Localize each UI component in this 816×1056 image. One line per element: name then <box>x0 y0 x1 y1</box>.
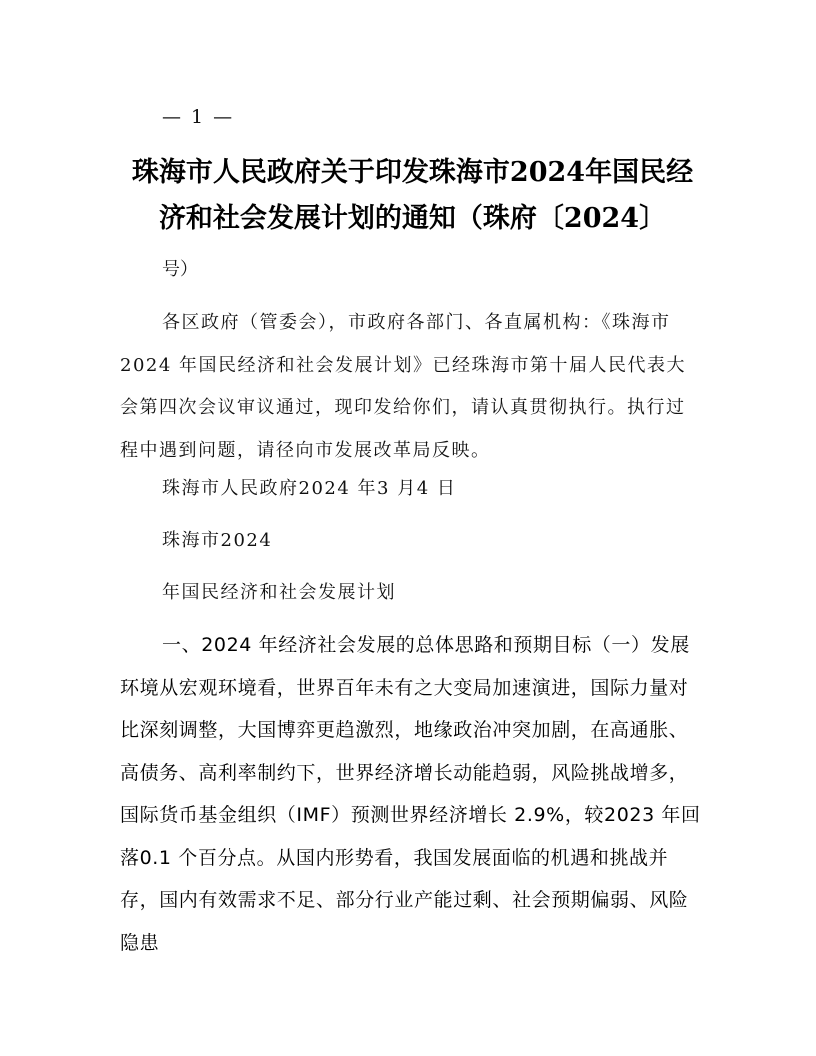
page-number: — 1 — <box>162 106 235 128</box>
body-paragraph: 一、2024 年经济社会发展的总体思路和预期目标（一）发展环境从宏观环境看，世界百年未有之大变局加速演进，国际力量对比深刻调整，大国博弈更趋激烈，地缘政治冲突加剧，在高通胀、高债务、高利率制约下，世界经济增长动能趋弱，风险挑战增多，国际货币基金组织（IMF）预测世界经济增长 2.9%，较2023 年回落0.1 个百分点。从国内形势看，我国发展面临的机遇和挑战并存，国内有效需求不足、部分行业产能过剩、社会预期偏弱、风险隐患 <box>120 634 701 954</box>
plan-title-line-2: 年国民经济和社会发展计划 <box>162 582 396 603</box>
document-title: 珠海市人民政府关于印发珠海市2024年国民经济和社会发展计划的通知（珠府〔2024〕 <box>131 157 694 234</box>
greeting-paragraph: 各区政府（管委会），市政府各部门、各直属机构：《珠海市 2024 年国民经济和社会发展计划》已经珠海市第十届人民代表大会第四次会议审议通过，现印发给你们，请认真贯彻执行。执行过程中遇到问题，请径向市发展改革局反映。 <box>120 312 687 461</box>
signature-line: 珠海市人民政府2024 年3 月4 日 <box>162 478 457 499</box>
document-title-tail: 号） <box>162 259 198 280</box>
plan-title-line-1: 珠海市2024 <box>162 530 273 551</box>
